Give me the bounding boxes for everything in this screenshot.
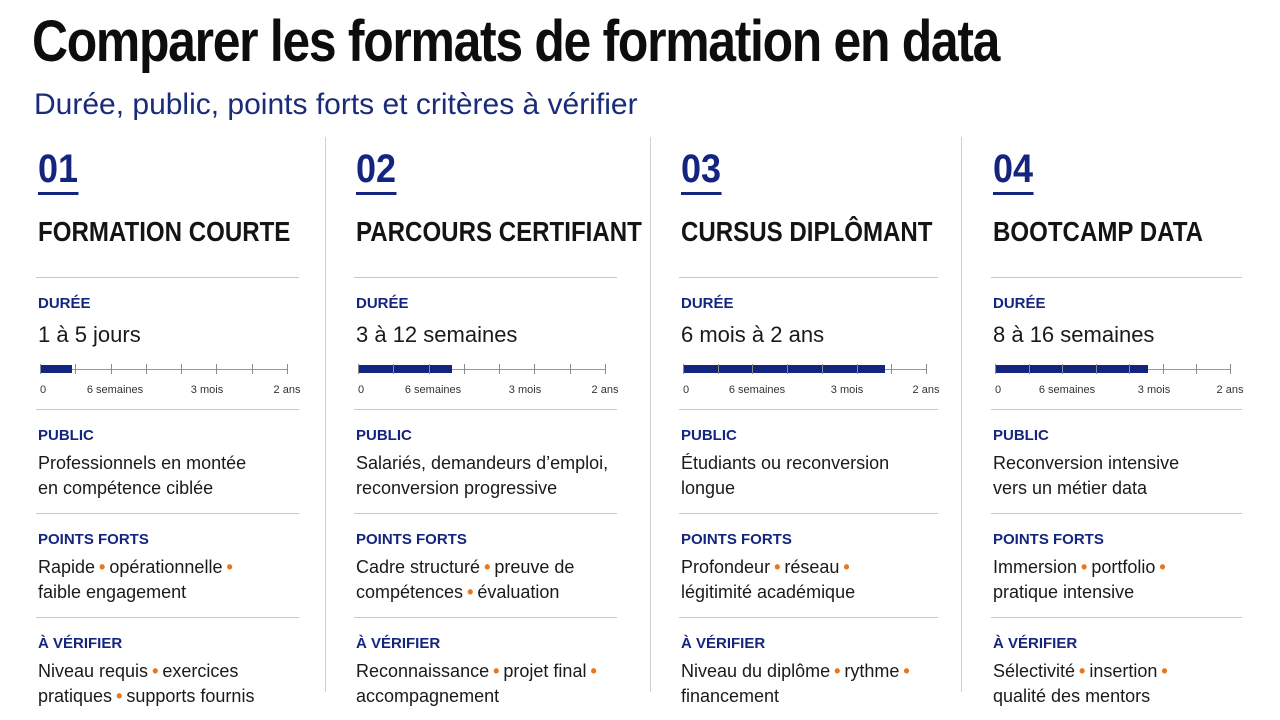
- timeline-tick: [252, 364, 253, 374]
- strengths-text: [356, 555, 617, 605]
- timeline-tick: [464, 364, 465, 374]
- duration-timeline: [993, 359, 1242, 399]
- section-divider: [36, 409, 299, 410]
- bullet-separator-icon: •: [467, 582, 474, 602]
- timeline-tick: [146, 364, 147, 374]
- section-divider: [991, 617, 1242, 618]
- strengths-text: [681, 555, 938, 605]
- timeline-tick: [926, 364, 927, 374]
- section-divider: [679, 409, 938, 410]
- bullet-separator-icon: •: [152, 661, 159, 681]
- timeline-tick: [1129, 364, 1130, 374]
- section-divider: [36, 277, 299, 278]
- duration-value: 8 à 16 semaines: [993, 322, 1155, 347]
- text-segment: financement: [681, 686, 780, 706]
- timeline-tick: [1230, 364, 1231, 374]
- format-column: [681, 148, 938, 709]
- public-label: PUBLIC: [681, 427, 737, 444]
- bullet-separator-icon: •: [903, 661, 910, 681]
- section-divider: [354, 617, 617, 618]
- text-segment: pratiques: [38, 686, 113, 706]
- public-label: PUBLIC: [993, 427, 1049, 444]
- strengths-label: POINTS FORTS: [356, 531, 467, 548]
- check-label: À VÉRIFIER: [356, 635, 441, 652]
- timeline-label: 3 mois: [1137, 384, 1171, 396]
- column-divider: [325, 137, 326, 692]
- bullet-separator-icon: •: [1081, 557, 1088, 577]
- section-divider: [991, 409, 1242, 410]
- duration-label: DURÉE: [681, 295, 734, 312]
- timeline-tick: [605, 364, 606, 374]
- timeline-tick: [995, 364, 996, 374]
- text-segment: légitimité académique: [681, 582, 856, 602]
- timeline-tick: [216, 364, 217, 374]
- check-text: [38, 659, 299, 709]
- bullet-separator-icon: •: [226, 557, 233, 577]
- text-segment: évaluation: [477, 582, 560, 602]
- timeline-label: 0: [995, 384, 1002, 396]
- text-line: en compétence ciblée: [38, 478, 214, 498]
- timeline-tick: [718, 364, 719, 374]
- text-line: reconversion progressive: [356, 478, 558, 498]
- text-line: Professionnels en montée: [38, 453, 247, 473]
- public-label: PUBLIC: [356, 427, 412, 444]
- timeline-label: 6 semaines: [404, 384, 462, 396]
- text-line: [356, 555, 617, 580]
- bullet-separator-icon: •: [834, 661, 841, 681]
- section-divider: [991, 513, 1242, 514]
- bullet-separator-icon: •: [774, 557, 781, 577]
- text-segment: accompagnement: [356, 686, 500, 706]
- text-line: [356, 580, 617, 605]
- column-divider: [650, 137, 651, 692]
- duration-label: DURÉE: [38, 295, 91, 312]
- public-label: PUBLIC: [38, 427, 94, 444]
- public-text: [993, 451, 1242, 501]
- column-divider: [961, 137, 962, 692]
- check-text: [993, 659, 1242, 709]
- timeline-label: 6 semaines: [1038, 384, 1096, 396]
- text-line: Étudiants ou reconversion: [681, 453, 890, 473]
- text-segment: Profondeur: [681, 557, 771, 577]
- bullet-separator-icon: •: [116, 686, 123, 706]
- timeline-label: 3 mois: [830, 384, 864, 396]
- timeline-tick: [40, 364, 41, 374]
- timeline-label: 0: [358, 384, 365, 396]
- duration-timeline: [356, 359, 617, 399]
- timeline-tick: [393, 364, 394, 374]
- bullet-separator-icon: •: [590, 661, 597, 681]
- text-line: [38, 659, 299, 684]
- text-line: [681, 684, 938, 709]
- duration-bar: [995, 365, 1148, 373]
- text-segment: Niveau requis: [38, 661, 149, 681]
- text-segment: opérationnelle: [109, 557, 223, 577]
- text-line: [993, 580, 1242, 605]
- format-column: [356, 147, 642, 709]
- text-segment: Niveau du diplôme: [681, 661, 831, 681]
- text-line: [681, 555, 938, 580]
- text-line: [681, 580, 938, 605]
- text-line: [38, 684, 299, 709]
- text-segment: portfolio: [1091, 557, 1156, 577]
- check-label: À VÉRIFIER: [681, 635, 766, 652]
- page-subtitle: Durée, public, points forts et critères à vérifier: [34, 88, 638, 121]
- bullet-separator-icon: •: [493, 661, 500, 681]
- duration-bar: [683, 365, 885, 373]
- format-column: [38, 148, 299, 709]
- check-text: [681, 659, 938, 709]
- text-segment: Reconnaissance: [356, 661, 490, 681]
- text-line: Salariés, demandeurs d’emploi,: [356, 453, 609, 473]
- timeline-axis: [40, 369, 287, 370]
- text-line: [356, 684, 617, 709]
- timeline-label: 6 semaines: [86, 384, 144, 396]
- strengths-label: POINTS FORTS: [993, 531, 1104, 548]
- strengths-text: [38, 555, 299, 605]
- duration-bar: [358, 365, 452, 373]
- section-divider: [36, 513, 299, 514]
- timeline-label: 0: [683, 384, 690, 396]
- bullet-separator-icon: •: [1079, 661, 1086, 681]
- text-segment: pratique intensive: [993, 582, 1135, 602]
- timeline-label: 2 ans: [591, 384, 619, 396]
- timeline-tick: [787, 364, 788, 374]
- text-line: [993, 684, 1242, 709]
- timeline-label: 2 ans: [1216, 384, 1244, 396]
- timeline-label: 3 mois: [508, 384, 542, 396]
- public-text: [356, 451, 617, 501]
- text-segment: Sélectivité: [993, 661, 1076, 681]
- duration-timeline: [681, 359, 938, 399]
- format-number: 03: [681, 148, 721, 195]
- timeline-tick: [570, 364, 571, 374]
- section-divider: [679, 617, 938, 618]
- text-segment: compétences: [356, 582, 464, 602]
- format-number: 02: [356, 148, 396, 195]
- duration-value: 3 à 12 semaines: [356, 322, 518, 347]
- duration-value: 1 à 5 jours: [38, 322, 141, 347]
- duration-timeline: [38, 359, 299, 399]
- text-segment: preuve de: [494, 557, 575, 577]
- check-label: À VÉRIFIER: [993, 635, 1078, 652]
- strengths-label: POINTS FORTS: [681, 531, 792, 548]
- bullet-separator-icon: •: [99, 557, 106, 577]
- text-segment: exercices: [162, 661, 239, 681]
- bullet-separator-icon: •: [843, 557, 850, 577]
- check-label: À VÉRIFIER: [38, 635, 123, 652]
- section-divider: [354, 513, 617, 514]
- text-segment: Immersion: [993, 557, 1078, 577]
- timeline-tick: [752, 364, 753, 374]
- section-divider: [679, 513, 938, 514]
- timeline-tick: [75, 364, 76, 374]
- text-line: [38, 580, 299, 605]
- timeline-tick: [857, 364, 858, 374]
- text-segment: qualité des mentors: [993, 686, 1151, 706]
- text-line: Reconversion intensive: [993, 453, 1180, 473]
- text-line: [38, 555, 299, 580]
- section-divider: [679, 277, 938, 278]
- timeline-tick: [1096, 364, 1097, 374]
- timeline-tick: [534, 364, 535, 374]
- duration-label: DURÉE: [356, 295, 409, 312]
- duration-label: DURÉE: [993, 295, 1046, 312]
- timeline-label: 2 ans: [912, 384, 940, 396]
- text-line: [993, 555, 1242, 580]
- timeline-tick: [429, 364, 430, 374]
- timeline-label: 6 semaines: [728, 384, 786, 396]
- timeline-tick: [1196, 364, 1197, 374]
- text-line: [993, 659, 1242, 684]
- text-segment: réseau: [784, 557, 840, 577]
- section-divider: [354, 277, 617, 278]
- text-segment: supports fournis: [126, 686, 255, 706]
- bullet-separator-icon: •: [484, 557, 491, 577]
- text-line: longue: [681, 478, 736, 498]
- text-segment: projet final: [503, 661, 587, 681]
- text-segment: Rapide: [38, 557, 96, 577]
- public-text: [38, 451, 299, 501]
- text-line: vers un métier data: [993, 478, 1148, 498]
- timeline-label: 0: [40, 384, 47, 396]
- public-text: [681, 451, 938, 501]
- format-number: 04: [993, 148, 1033, 195]
- duration-bar: [40, 365, 72, 373]
- strengths-label: POINTS FORTS: [38, 531, 149, 548]
- section-divider: [991, 277, 1242, 278]
- format-number: 01: [38, 148, 78, 195]
- format-column: [993, 148, 1242, 709]
- timeline-tick: [1029, 364, 1030, 374]
- text-line: [681, 659, 938, 684]
- format-name: PARCOURS CERTIFIANT: [356, 216, 642, 247]
- text-segment: rythme: [844, 661, 900, 681]
- timeline-label: 2 ans: [273, 384, 301, 396]
- timeline-label: 3 mois: [190, 384, 224, 396]
- timeline-tick: [683, 364, 684, 374]
- timeline-tick: [499, 364, 500, 374]
- timeline-tick: [181, 364, 182, 374]
- bullet-separator-icon: •: [1161, 661, 1168, 681]
- duration-value: 6 mois à 2 ans: [681, 322, 825, 347]
- page-title: Comparer les formats de formation en data: [32, 9, 1000, 74]
- text-segment: insertion: [1089, 661, 1158, 681]
- timeline-tick: [891, 364, 892, 374]
- timeline-tick: [111, 364, 112, 374]
- format-name: CURSUS DIPLÔMANT: [681, 216, 933, 247]
- text-segment: faible engagement: [38, 582, 187, 602]
- format-name: FORMATION COURTE: [38, 216, 291, 247]
- timeline-tick: [287, 364, 288, 374]
- text-segment: Cadre structuré: [356, 557, 481, 577]
- timeline-tick: [1062, 364, 1063, 374]
- check-text: [356, 659, 617, 709]
- timeline-tick: [1163, 364, 1164, 374]
- strengths-text: [993, 555, 1242, 605]
- section-divider: [36, 617, 299, 618]
- timeline-tick: [822, 364, 823, 374]
- format-name: BOOTCAMP DATA: [993, 216, 1204, 247]
- section-divider: [354, 409, 617, 410]
- timeline-tick: [358, 364, 359, 374]
- text-line: [356, 659, 617, 684]
- bullet-separator-icon: •: [1159, 557, 1166, 577]
